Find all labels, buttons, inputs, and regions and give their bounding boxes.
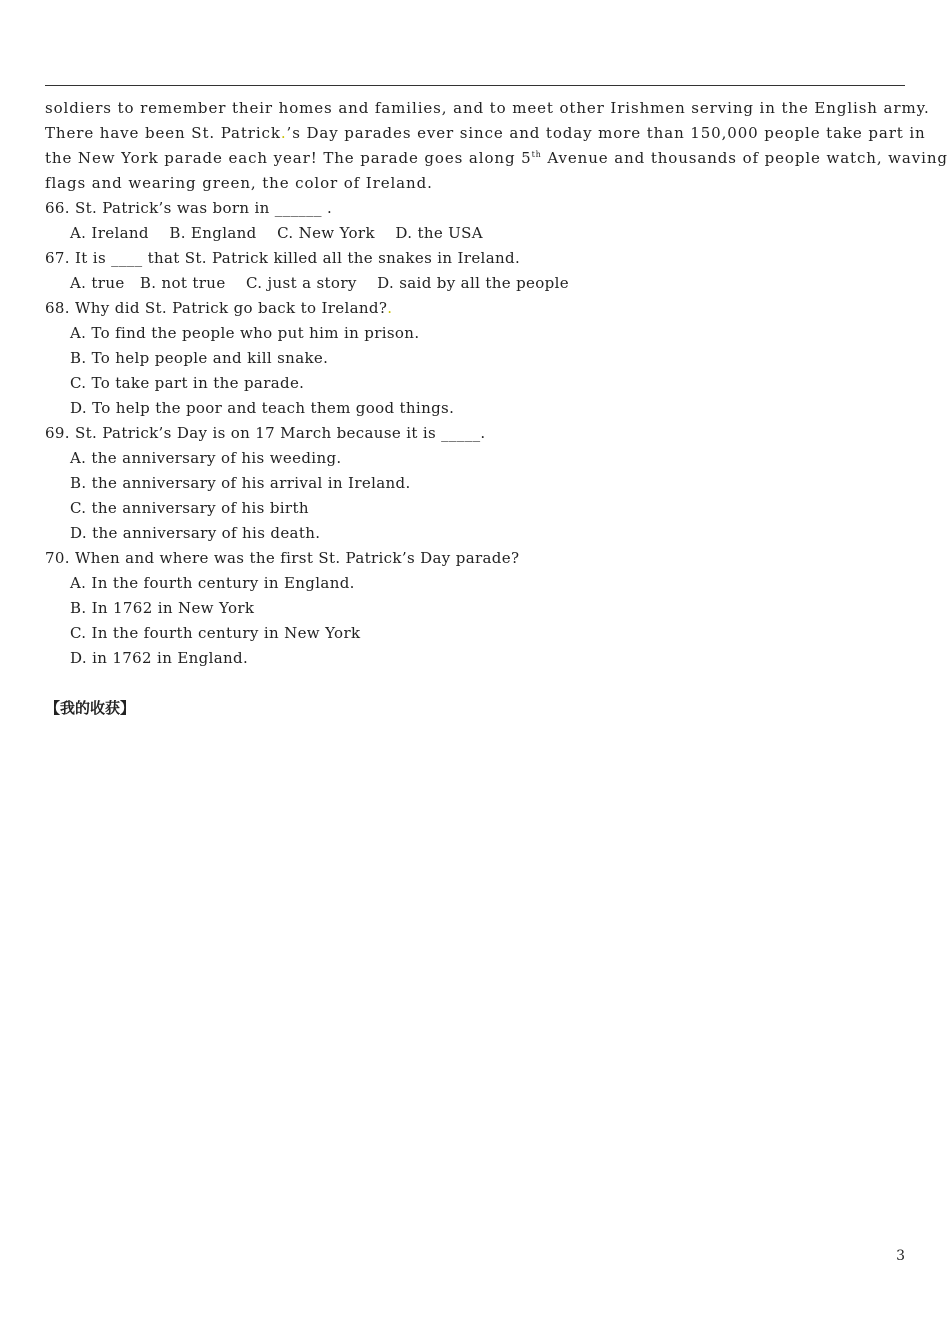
- option-line: B. To help people and kill snake.: [70, 349, 329, 367]
- question-67-options: [45, 271, 905, 296]
- question-69-stem: 69. St. Patrick’s Day is on 17 March because it is _____.: [45, 424, 486, 442]
- question-70-stem: 70. When and where was the first St. Patrick’s Day parade?: [45, 549, 520, 567]
- option-line: D. in 1762 in England.: [70, 649, 249, 667]
- edit-mark: .: [387, 299, 393, 317]
- harvest-heading: 【我的收获】: [45, 699, 136, 717]
- stem-text: 68. Why did St. Patrick go back to Ireland?: [45, 299, 388, 317]
- question-66-options: [45, 221, 905, 246]
- option-line: B. the anniversary of his arrival in Ireland.: [70, 474, 411, 492]
- passage-text: Avenue and thousands of people watch, waving: [541, 149, 948, 167]
- question-68-stem: [45, 296, 905, 321]
- header-rule: [45, 85, 905, 86]
- options-text: A. true B. not true C. just a story D. said by all the people: [70, 274, 569, 292]
- spacer: [45, 671, 905, 696]
- superscript: th: [531, 150, 542, 159]
- passage-text: ’s Day parades ever since and today more than 150,000 people take part in: [286, 124, 926, 142]
- option-line: C. the anniversary of his birth: [70, 499, 309, 517]
- option-line: A. In the fourth century in England.: [70, 574, 355, 592]
- question-66-stem: 66. St. Patrick’s was born in ______ .: [45, 199, 333, 217]
- option-line: B. In 1762 in New York: [70, 599, 255, 617]
- passage-line: soldiers to remember their homes and families, and to meet other Irishmen serving in the English army.: [45, 99, 930, 117]
- option-line: C. To take part in the parade.: [70, 374, 305, 392]
- option-line: D. the anniversary of his death.: [70, 524, 321, 542]
- page-number: 3: [896, 1248, 905, 1264]
- question-67-stem: 67. It is ____ that St. Patrick killed all the snakes in Ireland.: [45, 249, 521, 267]
- option-line: A. the anniversary of his weeding.: [70, 449, 342, 467]
- option-line: A. To find the people who put him in prison.: [70, 324, 420, 342]
- worksheet-page: [45, 96, 948, 721]
- passage-text: the New York parade each year! The parade goes along 5: [45, 149, 532, 167]
- options-text: A. Ireland B. England C. New York D. the USA: [70, 224, 483, 242]
- option-line: C. In the fourth century in New York: [70, 624, 361, 642]
- option-line: D. To help the poor and teach them good things.: [70, 399, 455, 417]
- passage-line: [45, 121, 926, 146]
- passage-line: [45, 146, 948, 171]
- passage-line: flags and wearing green, the color of Ireland.: [45, 174, 433, 192]
- passage-text: There have been St. Patrick: [45, 124, 281, 142]
- edit-mark: .: [280, 124, 287, 142]
